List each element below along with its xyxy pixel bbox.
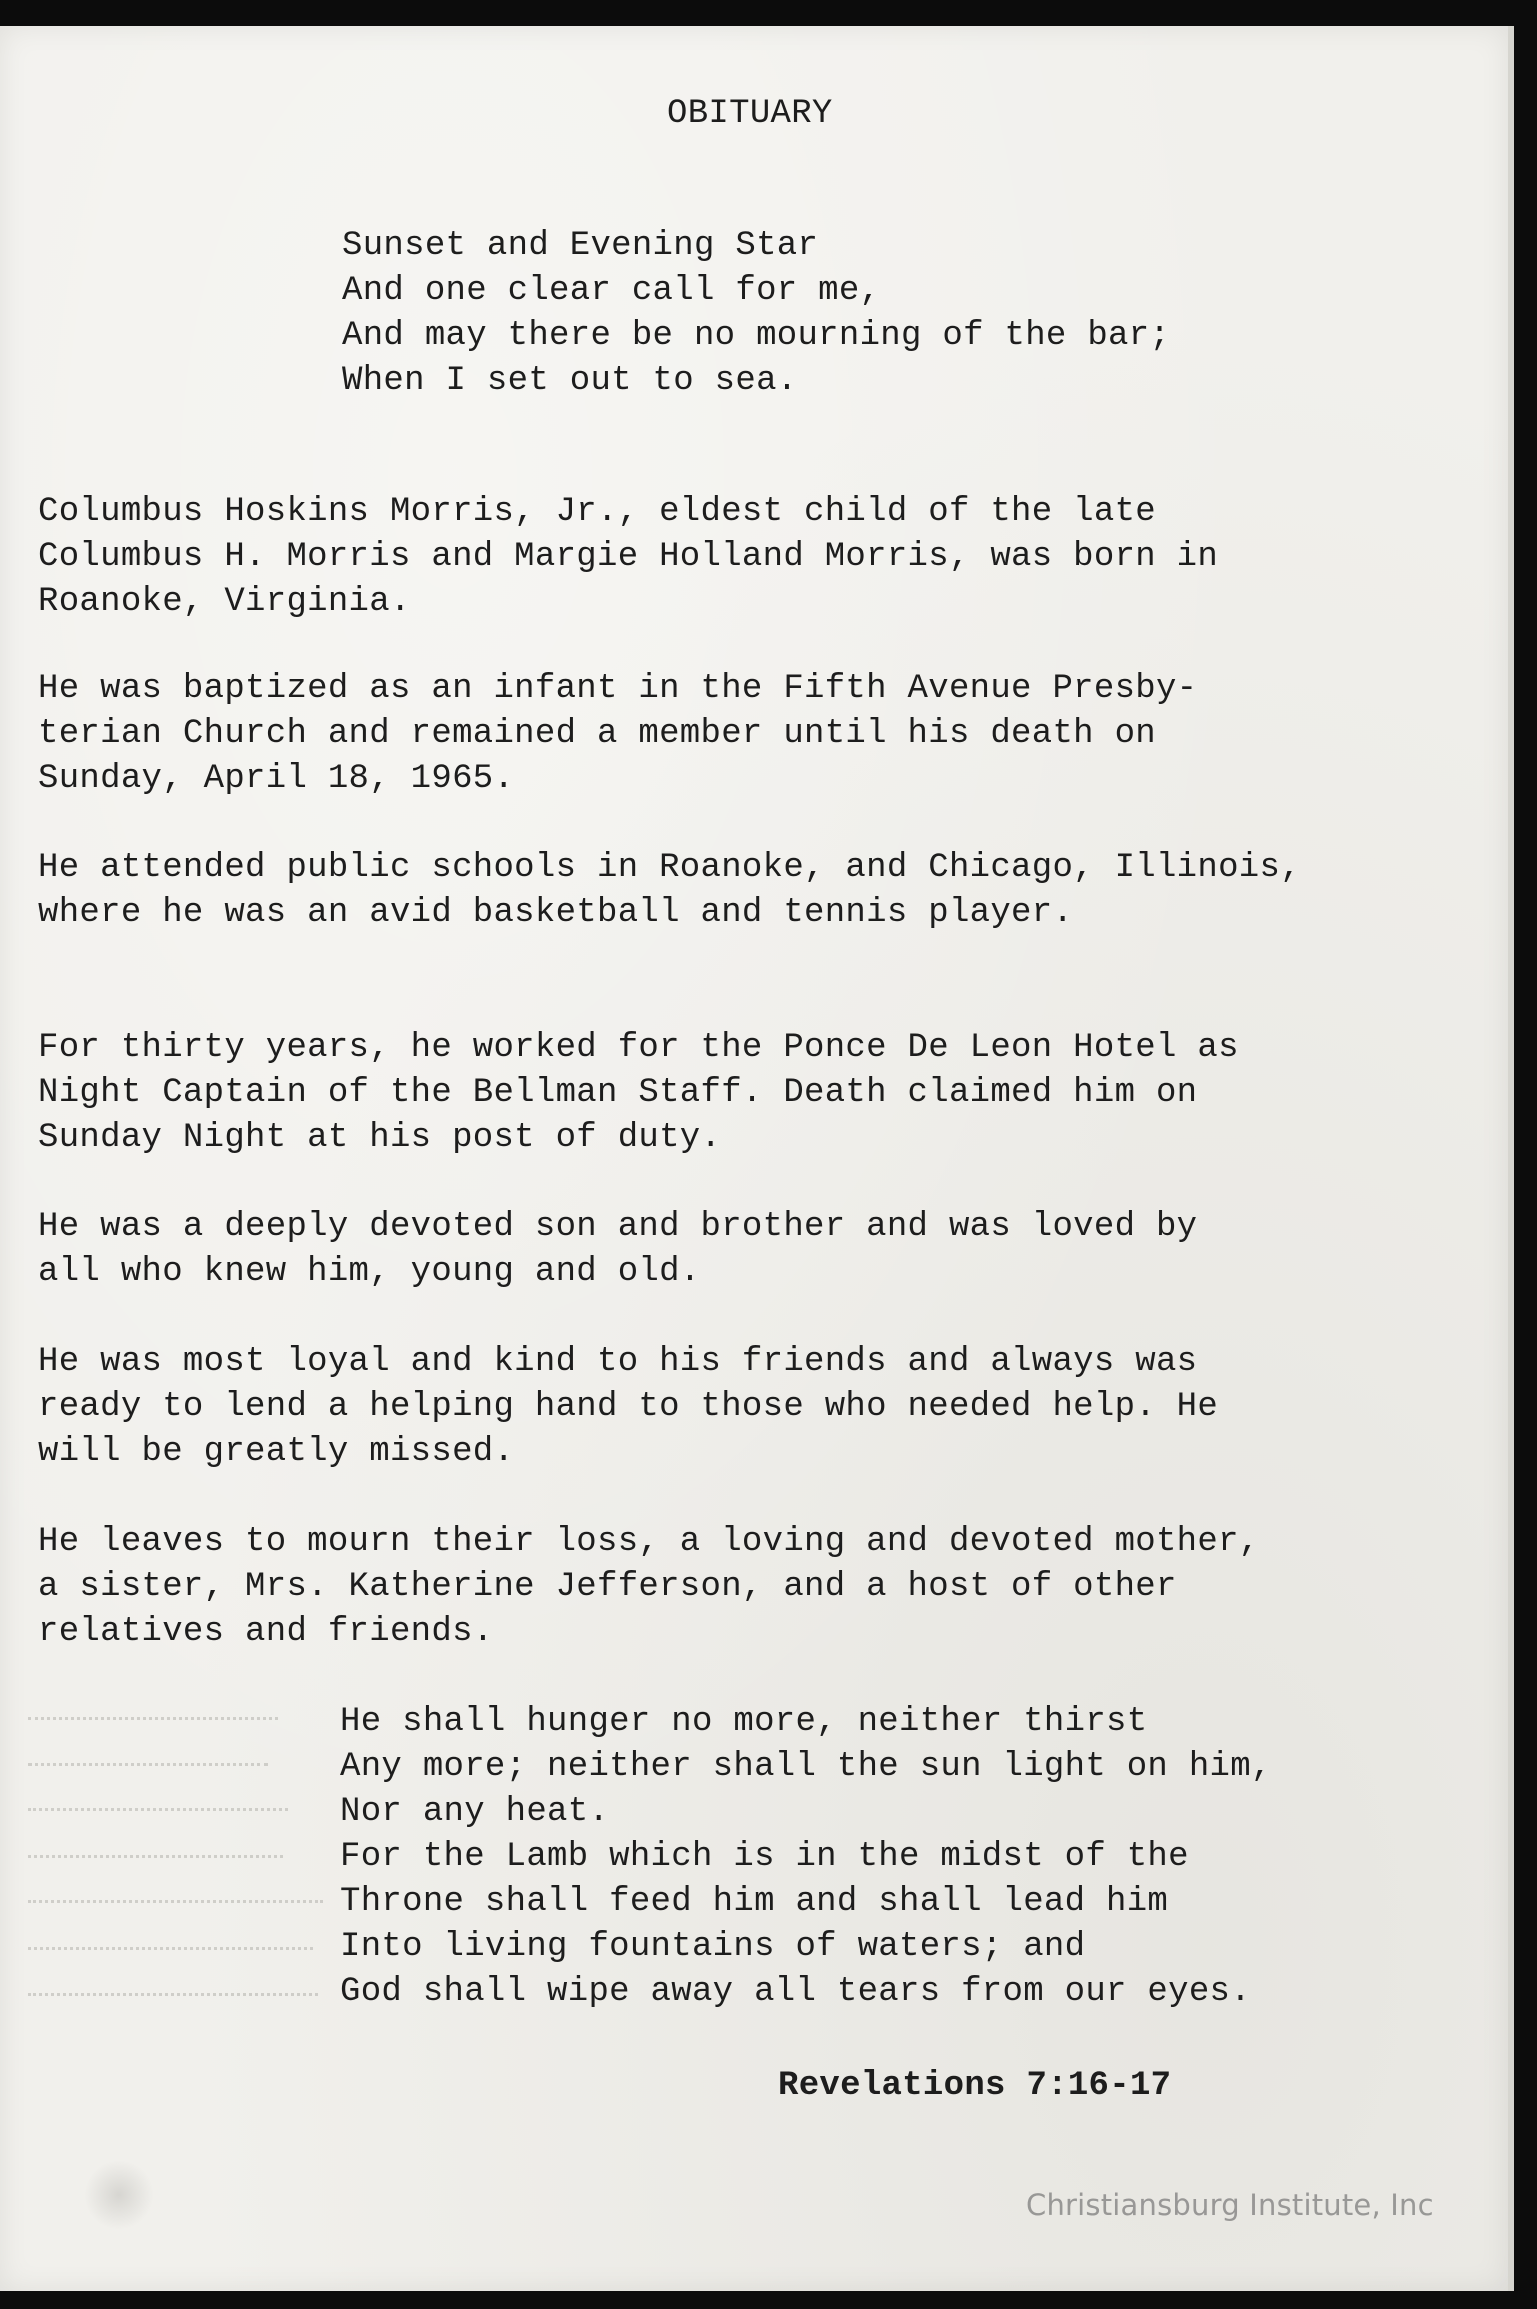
verse-line: Into living fountains of waters; and xyxy=(340,1928,1086,1966)
closing-verse xyxy=(340,1700,1272,2015)
paragraph-career xyxy=(38,1026,1239,1161)
opening-poem xyxy=(342,224,1170,404)
text-line: Sunday Night at his post of duty. xyxy=(38,1119,722,1157)
poem-line: And one clear call for me, xyxy=(342,272,881,310)
paragraph-schooling xyxy=(38,846,1301,936)
scripture-citation: Revelations 7:16-17 xyxy=(778,2067,1172,2105)
verse-line: Nor any heat. xyxy=(340,1793,610,1831)
text-line: ready to lend a helping hand to those who needed help. He xyxy=(38,1388,1219,1426)
text-line: He leaves to mourn their loss, a loving and devoted mother, xyxy=(38,1523,1260,1561)
paragraph-family xyxy=(38,1205,1197,1295)
paragraph-survivors xyxy=(38,1520,1260,1655)
paper-smudge xyxy=(84,2160,154,2230)
poem-line: When I set out to sea. xyxy=(342,362,798,400)
poem-line: And may there be no mourning of the bar; xyxy=(342,317,1171,355)
bleed-through-mark xyxy=(28,1808,288,1813)
text-line: will be greatly missed. xyxy=(38,1433,515,1471)
bleed-through-mark xyxy=(28,1855,283,1860)
bleed-through-mark xyxy=(28,1763,268,1768)
text-line: Night Captain of the Bellman Staff. Death claimed him on xyxy=(38,1074,1198,1112)
text-line: Roanoke, Virginia. xyxy=(38,583,411,621)
poem-line: Sunset and Evening Star xyxy=(342,227,819,265)
verse-line: Any more; neither shall the sun light on him, xyxy=(340,1748,1272,1786)
paragraph-church xyxy=(38,667,1197,802)
bleed-through-mark xyxy=(28,1993,318,1998)
bleed-through-mark xyxy=(28,1900,323,1905)
verse-line: God shall wipe away all tears from our eyes. xyxy=(340,1973,1251,2011)
bleed-through-mark xyxy=(28,1947,313,1952)
page-edge xyxy=(1508,26,1514,2291)
verse-line: He shall hunger no more, neither thirst xyxy=(340,1703,1148,1741)
text-line: He was baptized as an infant in the Fifth Avenue Presby- xyxy=(38,670,1198,708)
text-line: relatives and friends. xyxy=(38,1613,494,1651)
text-line: terian Church and remained a member until his death on xyxy=(38,715,1156,753)
text-line: He was a deeply devoted son and brother and was loved by xyxy=(38,1208,1198,1246)
page-title: OBITUARY xyxy=(667,95,833,133)
text-line: all who knew him, young and old. xyxy=(38,1253,701,1291)
text-line: Columbus H. Morris and Margie Holland Morris, was born in xyxy=(38,538,1219,576)
text-line: Sunday, April 18, 1965. xyxy=(38,760,515,798)
text-line: He attended public schools in Roanoke, and Chicago, Illinois, xyxy=(38,849,1301,887)
paragraph-birth xyxy=(38,490,1218,625)
verse-line: Throne shall feed him and shall lead him xyxy=(340,1883,1169,1921)
text-line: Columbus Hoskins Morris, Jr., eldest child of the late xyxy=(38,493,1156,531)
text-line: a sister, Mrs. Katherine Jefferson, and a host of other xyxy=(38,1568,1177,1606)
text-line: For thirty years, he worked for the Ponce De Leon Hotel as xyxy=(38,1029,1239,1067)
verse-line: For the Lamb which is in the midst of the xyxy=(340,1838,1189,1876)
text-line: where he was an avid basketball and tennis player. xyxy=(38,894,1074,932)
paragraph-character xyxy=(38,1340,1218,1475)
text-line: He was most loyal and kind to his friends and always was xyxy=(38,1343,1198,1381)
watermark-text: Christiansburg Institute, Inc xyxy=(1026,2188,1434,2222)
bleed-through-mark xyxy=(28,1717,278,1722)
